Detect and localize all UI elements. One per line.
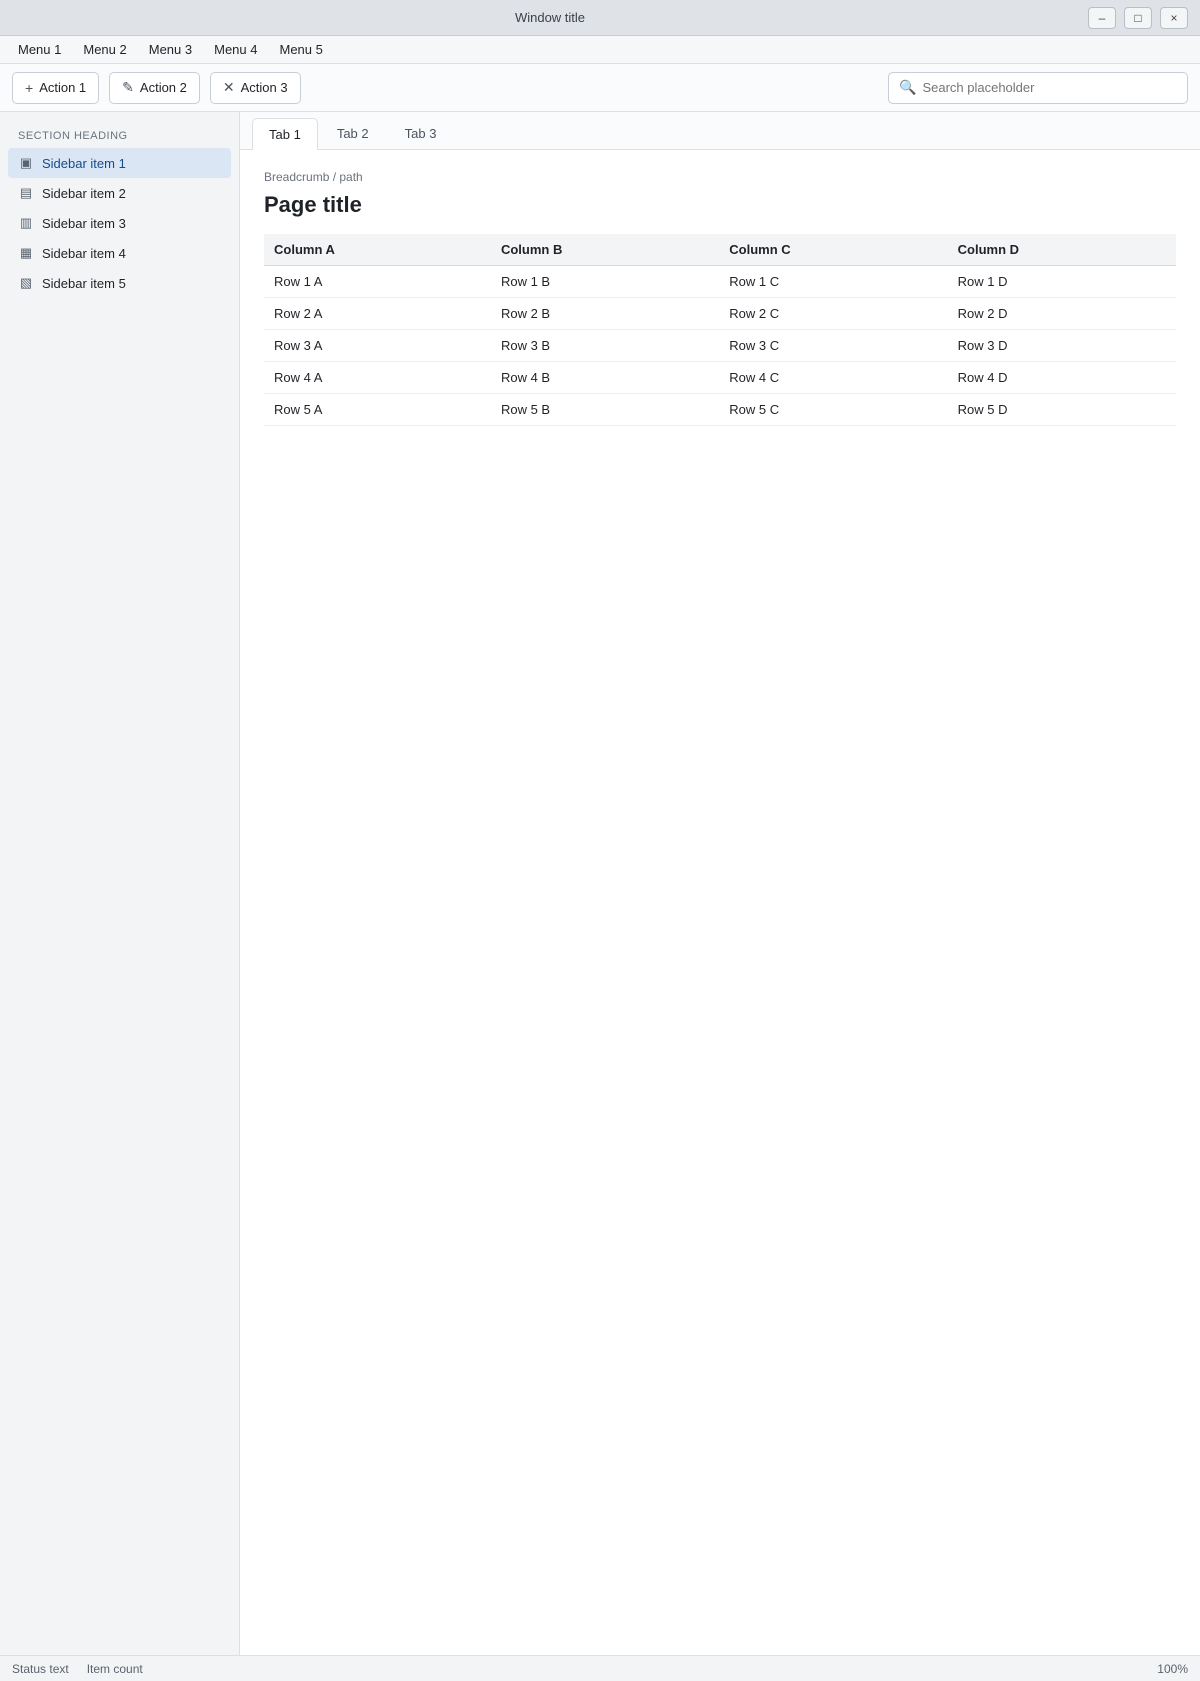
folder-icon: ▤ xyxy=(19,185,33,200)
folder-icon: ▥ xyxy=(19,215,33,230)
table-cell: Row 5 D xyxy=(948,394,1176,426)
search-input[interactable] xyxy=(922,80,1177,95)
table-row[interactable] xyxy=(264,330,1176,362)
table-row[interactable] xyxy=(264,298,1176,330)
close-button[interactable]: × xyxy=(1160,7,1188,29)
table-cell: Row 4 B xyxy=(491,362,719,394)
trash-icon: ✕ xyxy=(222,79,235,95)
table-cell: Row 2 C xyxy=(719,298,947,330)
window-controls xyxy=(1088,7,1188,29)
edit-icon: ✎ xyxy=(122,79,134,95)
menu-item[interactable]: Menu 5 xyxy=(279,42,323,57)
table-header-row xyxy=(264,234,1176,266)
table-cell: Row 5 B xyxy=(491,394,719,426)
search-box xyxy=(888,72,1188,104)
table-cell: Row 4 A xyxy=(264,362,491,394)
column-header[interactable]: Column C xyxy=(719,234,947,266)
maximize-button[interactable]: □ xyxy=(1124,7,1152,29)
sidebar-item-label: Sidebar item 2 xyxy=(42,185,126,201)
menu-item[interactable]: Menu 4 xyxy=(214,42,258,57)
toolbar-button-label: Action 2 xyxy=(139,80,187,95)
table-cell: Row 4 D xyxy=(948,362,1176,394)
toolbar-button-3[interactable] xyxy=(210,72,301,104)
zoom-level[interactable]: 100% xyxy=(1157,1661,1188,1676)
table-cell: Row 2 D xyxy=(948,298,1176,330)
tab-2[interactable]: Tab 2 xyxy=(336,126,369,141)
sidebar-item-label: Sidebar item 1 xyxy=(42,155,126,171)
title-bar xyxy=(0,0,1200,36)
sidebar-item-1[interactable] xyxy=(8,148,231,178)
table-cell: Row 5 C xyxy=(719,394,947,426)
table-cell: Row 1 B xyxy=(491,266,719,298)
folder-icon: ▦ xyxy=(19,245,33,260)
toolbar xyxy=(0,64,1200,112)
table-row[interactable] xyxy=(264,266,1176,298)
data-table xyxy=(264,234,1176,426)
toolbar-button-label: Action 3 xyxy=(240,80,288,95)
sidebar-heading: SECTION HEADING xyxy=(18,130,128,142)
minimize-button[interactable]: – xyxy=(1088,7,1116,29)
sidebar xyxy=(0,112,240,1655)
folder-icon: ▣ xyxy=(19,155,33,170)
plus-icon: + xyxy=(25,79,34,96)
tab-bar xyxy=(240,112,1200,150)
content-area xyxy=(240,150,1200,1655)
toolbar-button-label: Action 1 xyxy=(39,80,87,95)
table-cell: Row 1 D xyxy=(948,266,1176,298)
sidebar-item-2[interactable] xyxy=(8,178,231,208)
table-cell: Row 4 C xyxy=(719,362,947,394)
tab-3[interactable]: Tab 3 xyxy=(404,126,437,141)
tab-1[interactable]: Tab 1 xyxy=(252,118,318,150)
table-cell: Row 2 A xyxy=(264,298,491,330)
status-count: Item count xyxy=(86,1661,143,1676)
sidebar-item-4[interactable] xyxy=(8,238,231,268)
page-title: Page title xyxy=(264,192,362,217)
sidebar-item-label: Sidebar item 3 xyxy=(42,215,126,231)
table-cell: Row 3 D xyxy=(948,330,1176,362)
table-cell: Row 5 A xyxy=(264,394,491,426)
table-cell: Row 3 C xyxy=(719,330,947,362)
toolbar-button-1[interactable] xyxy=(12,72,99,104)
sidebar-item-3[interactable] xyxy=(8,208,231,238)
sidebar-item-label: Sidebar item 5 xyxy=(42,275,126,291)
table-row[interactable] xyxy=(264,394,1176,426)
table-row[interactable] xyxy=(264,362,1176,394)
toolbar-button-2[interactable] xyxy=(109,72,200,104)
window-title: Window title xyxy=(514,10,586,25)
table-cell: Row 3 B xyxy=(491,330,719,362)
main-panel xyxy=(240,112,1200,1655)
status-bar xyxy=(0,1655,1200,1681)
column-header[interactable]: Column A xyxy=(264,234,491,266)
table-cell: Row 1 A xyxy=(264,266,491,298)
status-text: Status text xyxy=(12,1661,69,1676)
sidebar-item-5[interactable] xyxy=(8,268,231,298)
breadcrumb[interactable]: Breadcrumb / path xyxy=(264,170,363,184)
menu-item[interactable]: Menu 2 xyxy=(83,42,127,57)
table-cell: Row 1 C xyxy=(719,266,947,298)
menu-bar xyxy=(0,36,1200,64)
table-cell: Row 3 A xyxy=(264,330,491,362)
sidebar-item-label: Sidebar item 4 xyxy=(42,245,126,261)
folder-icon: ▧ xyxy=(19,275,33,290)
workspace xyxy=(0,112,1200,1655)
menu-item[interactable]: Menu 1 xyxy=(18,42,62,57)
column-header[interactable]: Column D xyxy=(948,234,1176,266)
column-header[interactable]: Column B xyxy=(491,234,719,266)
menu-item[interactable]: Menu 3 xyxy=(148,42,193,57)
table-cell: Row 2 B xyxy=(491,298,719,330)
search-icon: 🔍 xyxy=(899,79,917,95)
